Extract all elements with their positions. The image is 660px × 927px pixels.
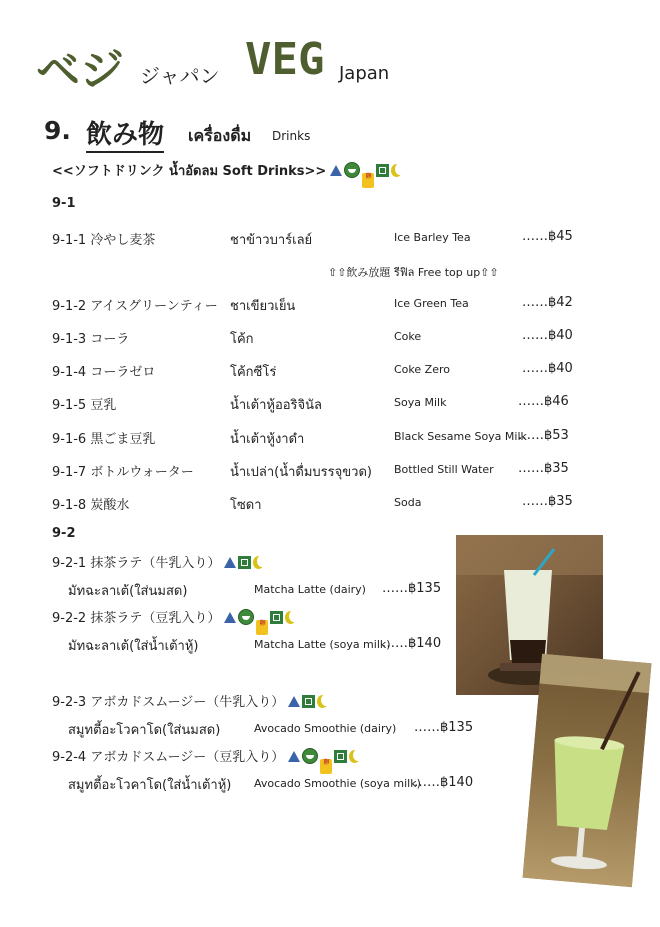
item-en: Coke	[394, 330, 422, 343]
item-price: ……฿135	[414, 720, 474, 735]
item-code-jp: 9-1-5 豆乳	[52, 398, 117, 413]
item-en: Black Sesame Soya Milk	[394, 430, 527, 443]
item-price: ……฿135	[382, 581, 442, 596]
veg-square-icon	[334, 750, 347, 763]
section-title-en: Drinks	[272, 129, 311, 143]
item-th: มัทฉะลาเต้(ใส่นมสด)	[68, 584, 188, 599]
item-en: Matcha Latte (dairy)	[254, 583, 366, 596]
veg-square-icon	[302, 695, 315, 708]
moon-icon	[349, 750, 360, 763]
item-code-jp: 9-2-3 アボカドスムージー（牛乳入り）	[52, 695, 285, 710]
item-th: น้ำเต้าหู้ออริจินัล	[230, 398, 323, 413]
item-en: Ice Green Tea	[394, 297, 469, 310]
list-item	[52, 607, 296, 635]
veg-square-icon	[238, 556, 251, 569]
item-code-jp: 9-2-2 抹茶ラテ（豆乳入り）	[52, 611, 221, 626]
item-th: สมูทตี้อะโวคาโด(ใส่นมสด)	[68, 723, 221, 738]
refill-note: ⇧⇧飲み放題 รีฟิล Free top up⇧⇧	[328, 266, 499, 279]
item-code-jp: 9-1-8 炭酸水	[52, 498, 130, 513]
item-price: ……฿140	[382, 636, 442, 651]
item-th: โค้กซีโร่	[230, 365, 277, 380]
brand-jp: ベジ	[36, 45, 124, 96]
item-code-jp: 9-1-4 コーラゼロ	[52, 365, 156, 380]
vegan-triangle-icon	[224, 612, 236, 623]
item-th: น้ำเต้าหู้งาดำ	[230, 432, 305, 447]
list-item	[52, 552, 264, 571]
egg-icon: 卵	[256, 620, 268, 635]
veg-square-icon	[270, 611, 283, 624]
egg-icon: 卵	[362, 173, 374, 188]
item-price: ……฿40	[522, 361, 573, 376]
item-th: น้ำเปล่า(น้ำดื่มบรรจุขวด)	[230, 465, 372, 480]
vegan-triangle-icon	[288, 751, 300, 762]
egg-icon: 卵	[320, 759, 332, 774]
list-item	[52, 691, 328, 710]
item-en: Avocado Smoothie (soya milk)	[254, 777, 421, 790]
vegan-triangle-icon	[224, 557, 236, 568]
item-code-jp: 9-1-7 ボトルウォーター	[52, 465, 194, 480]
item-th: สมูทตี้อะโวคาโด(ใส่น้ำเต้าหู้)	[68, 778, 232, 793]
item-code-jp: 9-2-4 アボカドスムージー（豆乳入り）	[52, 750, 285, 765]
item-en: Coke Zero	[394, 363, 450, 376]
group2-label: 9-2	[52, 526, 76, 541]
brand-jp-small: ジャパン	[140, 64, 220, 88]
item-en: Bottled Still Water	[394, 463, 494, 476]
item-code-jp: 9-1-2 アイスグリーンティー	[52, 299, 218, 314]
moon-icon	[317, 695, 328, 708]
avocado-smoothie-photo	[522, 654, 651, 888]
section-number: 9.	[44, 116, 71, 145]
item-code-jp: 9-2-1 抹茶ラテ（牛乳入り）	[52, 556, 221, 571]
green-bowl-icon	[302, 748, 318, 764]
item-price: ……฿46	[518, 394, 569, 409]
subheading-row	[52, 160, 402, 188]
veg-square-icon	[376, 164, 389, 177]
vegan-triangle-icon	[330, 165, 342, 176]
moon-icon	[285, 611, 296, 624]
item-en: Soda	[394, 496, 422, 509]
item-price: ……฿35	[518, 461, 569, 476]
brand-en-small: Japan	[339, 63, 390, 84]
item-price: ……฿140	[414, 775, 474, 790]
item-en: Matcha Latte (soya milk)	[254, 638, 391, 651]
vegan-triangle-icon	[288, 696, 300, 707]
item-code-jp: 9-1-6 黒ごま豆乳	[52, 432, 156, 447]
item-price: ……฿53	[518, 428, 569, 443]
item-price: ……฿35	[522, 494, 573, 509]
brand-en: VEG	[245, 34, 325, 85]
green-bowl-icon	[344, 162, 360, 178]
moon-icon	[391, 164, 402, 177]
item-code-jp: 9-1-3 コーラ	[52, 332, 130, 347]
green-bowl-icon	[238, 609, 254, 625]
item-price: ……฿42	[522, 295, 573, 310]
section-title-th: เครื่องดื่ม	[188, 126, 252, 145]
group1-label: 9-1	[52, 196, 76, 211]
subheading: <<ソフトドリンク น้ำอัดลม Soft Drinks>>	[52, 164, 327, 179]
item-th: มัทฉะลาเต้(ใส่น้ำเต้าหู้)	[68, 639, 199, 654]
item-en: Ice Barley Tea	[394, 231, 471, 244]
item-en: Soya Milk	[394, 396, 447, 409]
item-price: ……฿45	[522, 229, 573, 244]
item-th: ชาเขียวเย็น	[230, 299, 296, 314]
item-code-jp: 9-1-1 冷やし麦茶	[52, 233, 156, 248]
moon-icon	[253, 556, 264, 569]
section-title-jp: 飲み物	[86, 114, 164, 153]
list-item	[52, 746, 360, 774]
item-th: โซดา	[230, 498, 262, 513]
item-en: Avocado Smoothie (dairy)	[254, 722, 397, 735]
item-th: โค้ก	[230, 332, 254, 347]
item-price: ……฿40	[522, 328, 573, 343]
item-th: ชาข้าวบาร์เลย์	[230, 233, 313, 248]
